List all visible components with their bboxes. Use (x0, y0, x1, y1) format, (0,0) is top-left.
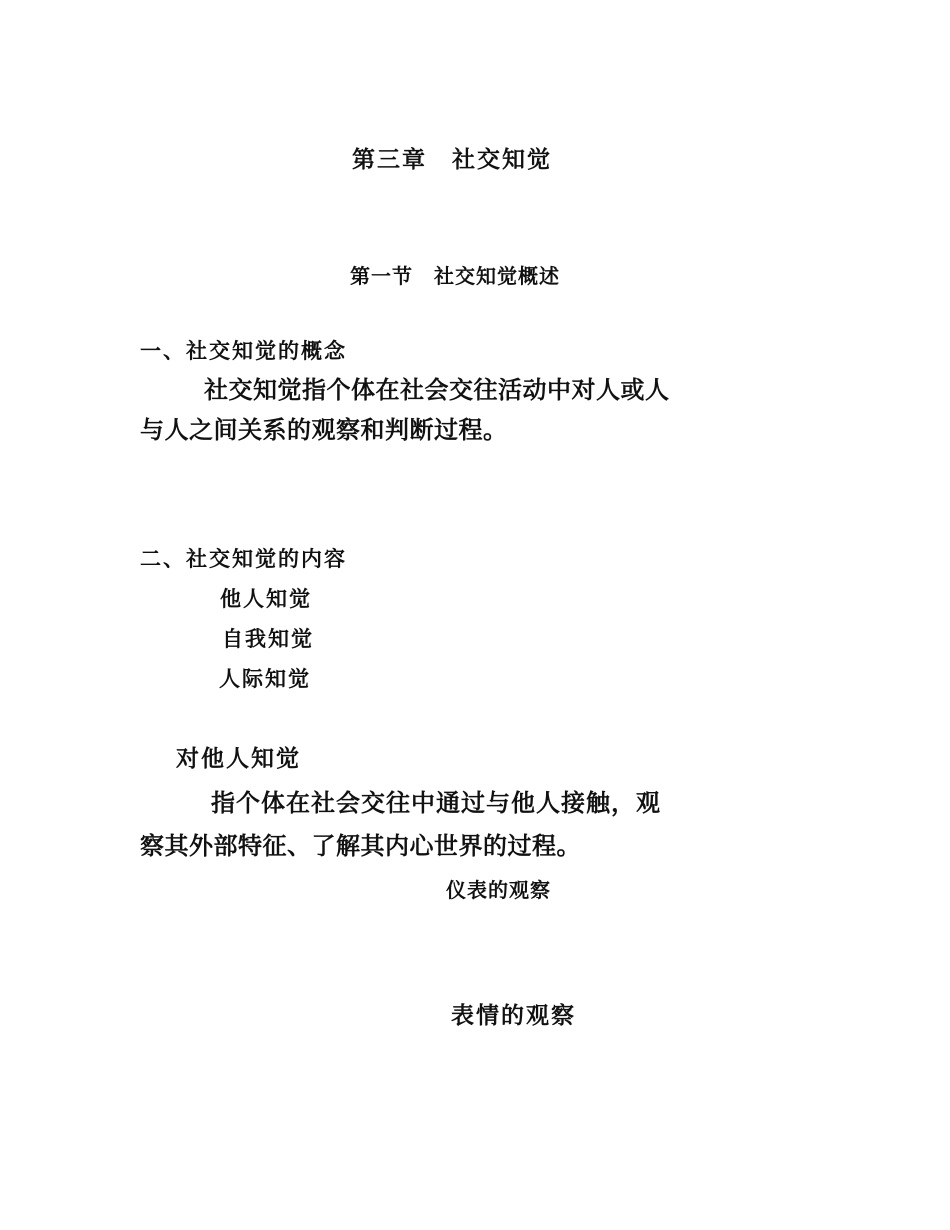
paragraph-others-line-1: 指个体在社会交往中通过与他人接触，观 (211, 788, 661, 817)
paragraph-concept-line-1: 社交知觉指个体在社会交往活动中对人或人 (204, 375, 670, 404)
list-item-interpersonal-perception: 人际知觉 (219, 666, 311, 691)
list-item-others-perception: 他人知觉 (220, 586, 312, 611)
heading-concept: 一、社交知觉的概念 (140, 338, 347, 363)
section-title: 第一节 社交知觉概述 (350, 264, 560, 288)
list-item-self-perception: 自我知觉 (222, 626, 314, 651)
paragraph-concept-line-2: 与人之间关系的观察和判断过程。 (140, 415, 508, 444)
chapter-title: 第三章 社交知觉 (352, 146, 552, 173)
caption-appearance-observation: 仪表的观察 (446, 878, 551, 902)
caption-expression-observation: 表情的观察 (451, 1002, 576, 1029)
paragraph-others-line-2: 察其外部特征、了解其内心世界的过程。 (140, 831, 581, 860)
heading-others-perception: 对他人知觉 (176, 745, 301, 772)
heading-content: 二、社交知觉的内容 (140, 546, 347, 571)
